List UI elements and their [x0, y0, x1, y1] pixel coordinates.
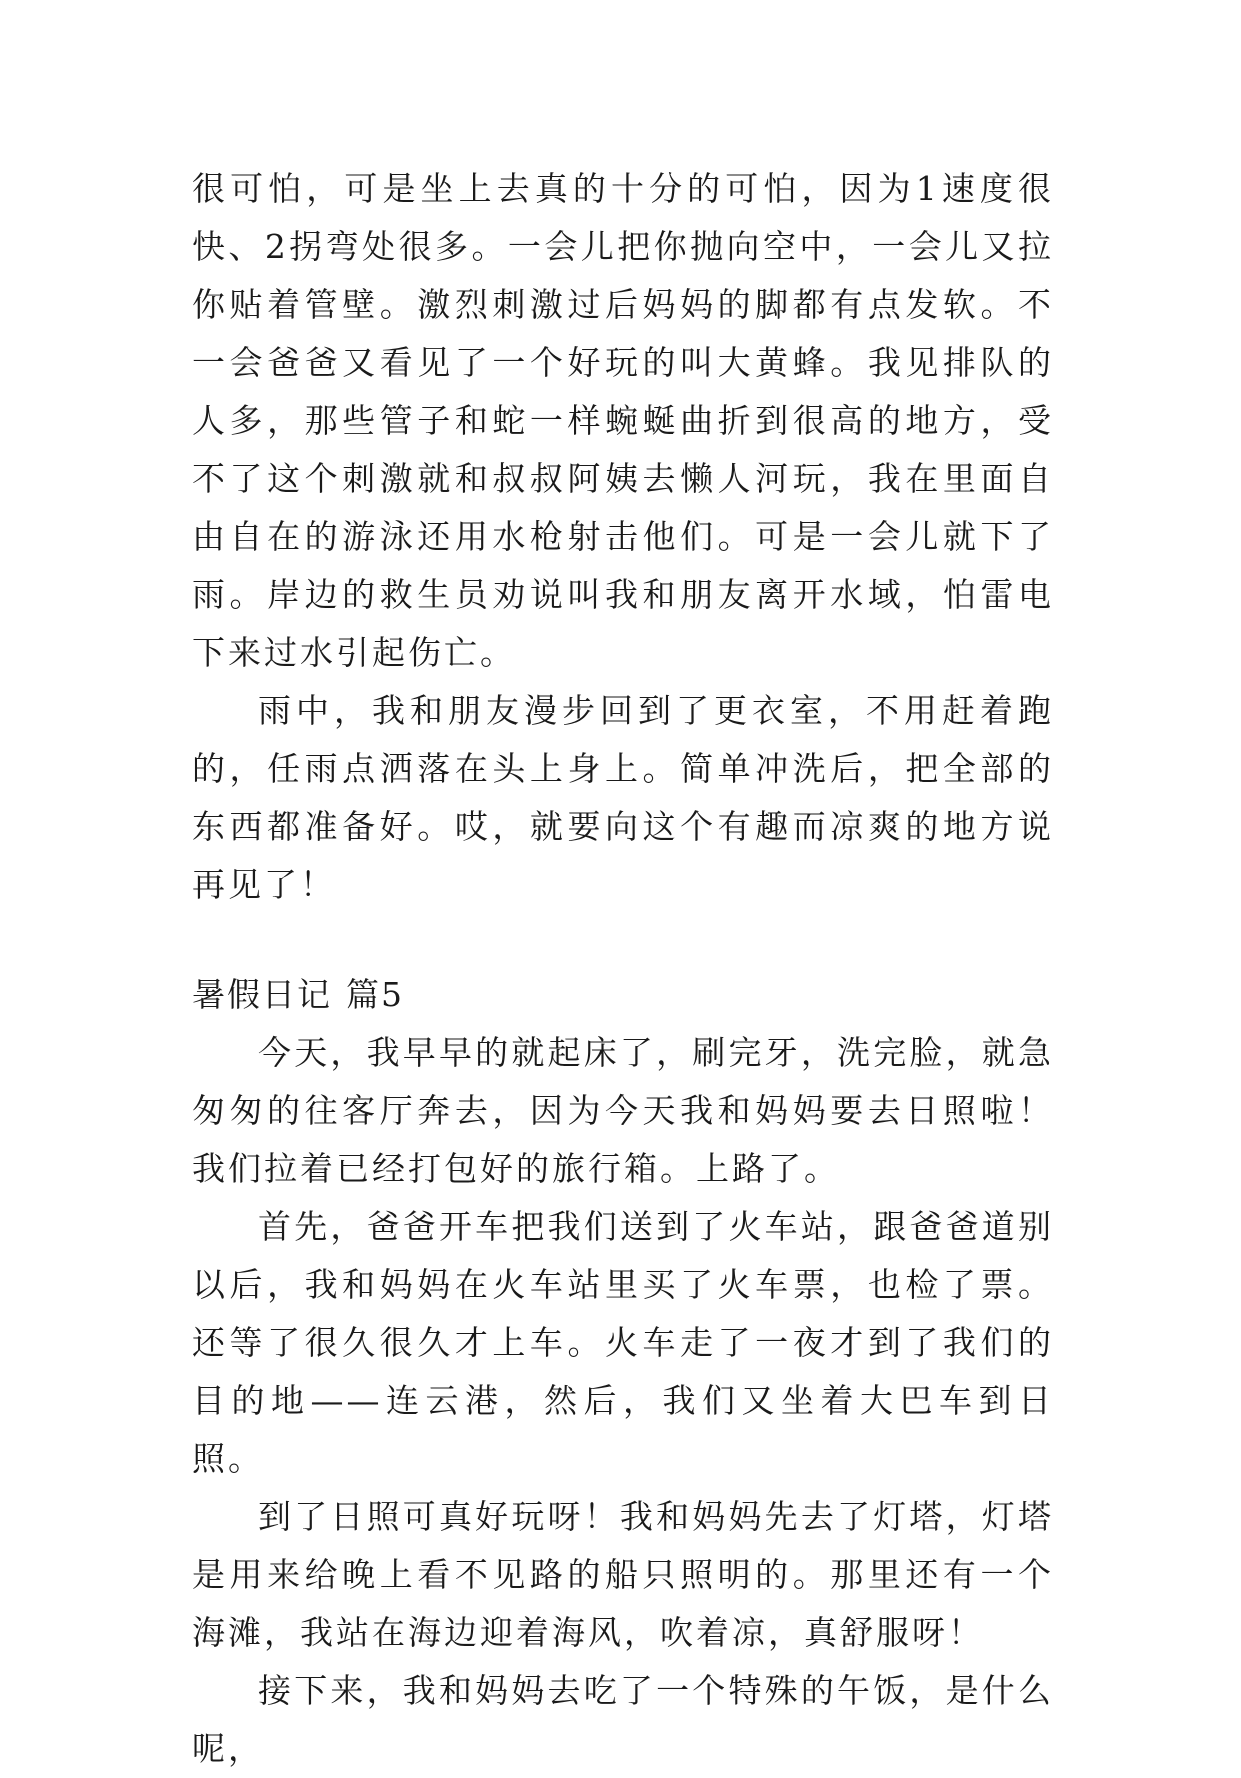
paragraph-5-3: 到了日照可真好玩呀！我和妈妈先去了灯塔，灯塔是用来给晚上看不见路的船只照明的。那里还有一个海滩，我站在海边迎着海风，吹着凉，真舒服呀！	[192, 1497, 1054, 1652]
paragraph-5-1: 今天，我早早的就起床了，刷完牙，洗完脸，就急匆匆的往客厅奔去，因为今天我和妈妈要去日照啦！我们拉着已经打包好的旅行箱。上路了。	[192, 1033, 1054, 1188]
paragraph-continued-1: 很可怕，可是坐上去真的十分的可怕，因为1速度很快、2拐弯处很多。一会儿把你抛向空中，一会儿又拉你贴着管壁。激烈刺激过后妈妈的脚都有点发软。不一会爸爸又看见了一个好玩的叫大黄蜂。我见排队的人多，那些管子和蛇一样蜿蜒曲折到很高的地方，受不了这个刺激就和叔叔阿姨去懒人河玩，我在里面自由自在的游泳还用水枪射击他们。可是一会儿就下了雨。岸边的救生员劝说叫我和朋友离开水域，怕雷电下来过水引起伤亡。	[192, 169, 1054, 672]
section-heading	[192, 966, 1054, 1024]
paragraph-5-2: 首先，爸爸开车把我们送到了火车站，跟爸爸道别以后，我和妈妈在火车站里买了火车票，也检了票。还等了很久很久才上车。火车走了一夜才到了我们的目的地——连云港，然后，我们又坐着大巴车到日照。	[192, 1207, 1054, 1478]
section-heading-sub: 篇5	[346, 975, 404, 1014]
paragraph-5-4: 接下来，我和妈妈去吃了一个特殊的午饭，是什么呢，	[192, 1671, 1054, 1768]
paragraph-continued-2: 雨中，我和朋友漫步回到了更衣室，不用赶着跑的，任雨点洒落在头上身上。简单冲洗后，把全部的东西都准备好。哎，就要向这个有趣而凉爽的地方说再见了！	[192, 691, 1054, 904]
section-heading-main: 暑假日记	[192, 975, 332, 1014]
document-body	[192, 160, 1054, 1778]
